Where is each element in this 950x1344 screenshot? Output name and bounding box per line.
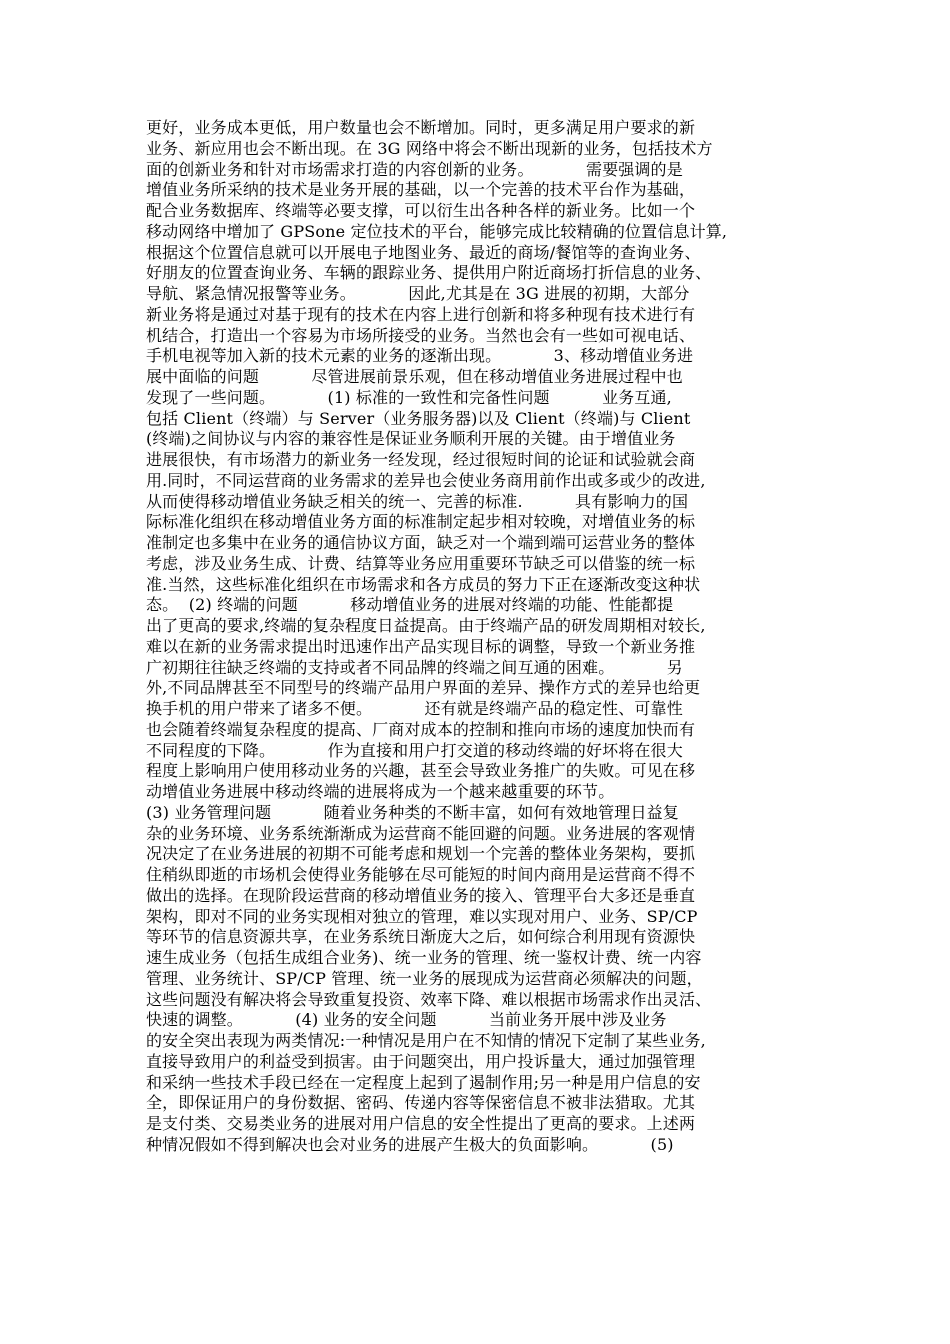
text-line: 增值业务所采纳的技术是业务开展的基础，以一个完善的技术平台作为基础，: [146, 180, 696, 200]
text-line: 架构，即对不同的业务实现相对独立的管理，难以实现对用户、业务、SP/CP: [146, 906, 698, 926]
text-line: 准.当然，这些标准化组织在市场需求和各方成员的努力下正在逐渐改变这种状: [146, 574, 701, 594]
text-line: 的安全突出表现为两类情况:一种情况是用户在不知情的情况下定制了某些业务,: [146, 1031, 706, 1050]
text-line: 速生成业务（包括生成组合业务)、统一业务的管理、统一鉴权计费、统一内容: [146, 948, 702, 967]
text-line: 际标准化组织在移动增值业务方面的标准制定起步相对较晚，对增值业务的标: [146, 512, 696, 532]
text-line: 手机电视等加入新的技术元素的业务的逐渐出现。 3、移动增值业务进: [146, 346, 694, 366]
text-line: 难以在新的业务需求提出时迅速作出产品实现目标的调整，导致一个新业务推: [146, 636, 696, 656]
text-line: 考虑，涉及业务生成、计费、结算等业务应用重要环节缺乏可以借鉴的统一标: [146, 553, 696, 573]
text-line: 杂的业务环境、业务系统渐渐成为运营商不能回避的问题。业务进展的客观情: [146, 823, 696, 843]
text-line: 做出的选择。在现阶段运营商的移动增值业务的接入、管理平台大多还是垂直: [146, 885, 696, 905]
text-line: 住稍纵即逝的市场机会使得业务能够在尽可能短的时间内商用是运营商不得不: [146, 865, 696, 884]
text-line: 外,不同品牌甚至不同型号的终端产品用户界面的差异、操作方式的差异也给更: [146, 678, 701, 698]
body-text: [146, 118, 806, 1156]
text-line: 是支付类、交易类业务的进展对用户信息的安全性提出了更高的要求。上述两: [146, 1114, 696, 1133]
text-line: 快速的调整。 (4) 业务的安全问题 当前业务开展中涉及业务: [146, 1010, 667, 1030]
text-line: 直接导致用户的利益受到损害。由于问题突出，用户投诉量大，通过加强管理: [146, 1051, 696, 1071]
text-line: 全，即保证用户的身份数据、密码、传递内容等保密信息不被非法猎取。尤其: [146, 1093, 696, 1113]
text-line: 管理、业务统计、SP/CP 管理、统一业务的展现成为运营商必须解决的问题，: [146, 968, 703, 988]
text-line: 导航、紧急情况报警等业务。 因此,尤其是在 3G 进展的初期，大部分: [146, 284, 690, 303]
text-line: 从而使得移动增值业务缺乏相关的统一、完善的标准. 具有影响力的国: [146, 491, 689, 511]
text-line: 配合业务数据库、终端等必要支撑，可以衍生出各种各样的新业务。比如一个: [146, 201, 696, 220]
text-line: 出了更高的要求,终端的复杂程度日益提高。由于终端产品的研发周期相对较长,: [146, 616, 706, 635]
text-line: 进展很快，有市场潜力的新业务一经发现，经过很短时间的论证和试验就会商: [146, 450, 696, 469]
text-line: 更好，业务成本更低，用户数量也会不断增加。同时，更多满足用户要求的新: [146, 118, 696, 137]
text-line: 业务、新应用也会不断出现。在 3G 网络中将会不断出现新的业务，包括技术方: [146, 138, 713, 158]
text-line: 不同程度的下降。 作为直接和用户打交道的移动终端的好坏将在很大: [146, 740, 683, 760]
text-line: (终端)之间协议与内容的兼容性是保证业务顺利开展的关键。由于增值业务: [146, 429, 676, 449]
text-line: 移动网络中增加了 GPSone 定位技术的平台，能够完成比较精确的位置信息计算,: [146, 221, 728, 241]
text-line: 好朋友的位置查询业务、车辆的跟踪业务、提供用户附近商场打折信息的业务、: [146, 263, 712, 283]
text-line: 和采纳一些技术手段已经在一定程度上起到了遏制作用;另一种是用户信息的安: [146, 1072, 701, 1092]
text-line: 包括 Client（终端）与 Server（业务服务器)以及 Client（终端)与 Client: [146, 408, 691, 428]
text-line: 这些问题没有解决将会导致重复投资、效率下降、难以根据市场需求作出灵活、: [146, 989, 712, 1009]
text-line: 态。 (2) 终端的问题 移动增值业务的进展对终端的功能、性能都提: [146, 595, 674, 615]
text-line: 根据这个位置信息就可以开展电子地图业务、最近的商场/餐馆等的查询业务、: [146, 242, 701, 262]
text-line: (3) 业务管理问题 随着业务种类的不断丰富，如何有效地管理日益复: [146, 802, 679, 822]
text-line: 面的创新业务和针对市场需求打造的内容创新的业务。 需要强调的是: [146, 159, 683, 179]
text-line: 况决定了在业务进展的初期不可能考虑和规划一个完善的整体业务架构，要抓: [146, 844, 696, 864]
text-line: 换手机的用户带来了诸多不便。 还有就是终端产品的稳定性、可靠性: [146, 699, 683, 718]
text-line: 新业务将是通过对基于现有的技术在内容上进行创新和将多种现有技术进行有: [146, 304, 696, 324]
text-line: 展中面临的问题 尽管进展前景乐观，但在移动增值业务进展过程中也: [146, 367, 683, 386]
text-line: 动增值业务进展中移动终端的进展将成为一个越来越重要的环节。: [146, 782, 615, 801]
text-line: 等环节的信息资源共享，在业务系统日渐庞大之后，如何综合利用现有资源快: [146, 927, 696, 947]
text-line: 准制定也多集中在业务的通信协议方面，缺乏对一个端到端可运营业务的整体: [146, 533, 696, 552]
text-line: 种情况假如不得到解决也会对业务的进展产生极大的负面影响。 (5): [146, 1134, 674, 1154]
text-line: 广初期往往缺乏终端的支持或者不同品牌的终端之间互通的困难。 另: [146, 657, 683, 677]
text-line: 发现了一些问题。 (1) 标准的一致性和完备性问题 业务互通,: [146, 387, 672, 407]
text-line: 机结合，打造出一个容易为市场所接受的业务。当然也会有一些如可视电话、: [146, 325, 696, 345]
text-line: 也会随着终端复杂程度的提高、厂商对成本的控制和推向市场的速度加快而有: [146, 719, 696, 739]
text-line: 用.同时，不同运营商的业务需求的差异也会使业务商用前作出或多或少的改进,: [146, 470, 706, 490]
text-line: 程度上影响用户使用移动业务的兴趣，甚至会导致业务推广的失败。可见在移: [146, 761, 696, 781]
